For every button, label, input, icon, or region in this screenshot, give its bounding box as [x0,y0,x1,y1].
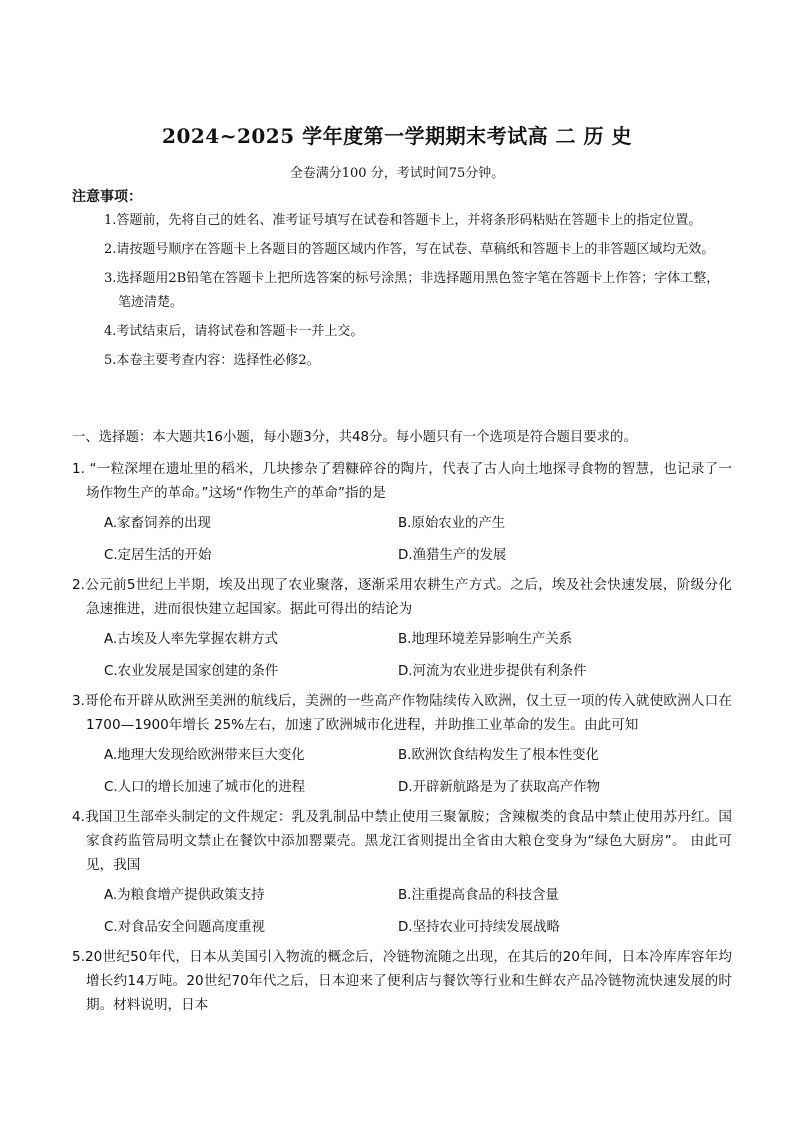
option-grid [72,629,732,683]
option-b: B.注重提高食品的科技含量 [398,888,559,903]
option-b: B.欧洲饮食结构发生了根本性变化 [398,748,599,763]
section-heading: 一、选择题：本大题共16小题，每小题3分，共48分。每小题只有一个选项是符合题目要求的。 [72,430,637,445]
question-2 [72,573,732,683]
question-stem: 5.20世纪50年代，日本从美国引入物流的概念后，冷链物流随之出现，在其后的20年间，日本冷库库容年均增长约14万吨。20世纪70年代之后，日本迎来了便利店与餐饮等行业和生鲜农产品冷链物流快速发展的时期。材料说明，日本 [72,949,732,1013]
option-d: D.坚持农业可持续发展战略 [398,920,560,935]
question-stem: 3.哥伦布开辟从欧洲至美洲的航线后，美洲的一些高产作物陆续传入欧洲，仅土豆一项的传入就使欧洲人口在1700—1900年增长 25%左右，加速了欧洲城市化进程，并助推工业革命的发生。由此可知 [72,693,732,733]
exam-title: 2024~2025 学年度第一学期期末考试高 二 历 史 [162,124,632,148]
notice-item: 4.考试结束后，请将试卷和答题卡一并上交。 [104,324,364,339]
option-c: C.对食品安全问题高度重视 [104,920,265,935]
option-grid [72,885,732,939]
option-grid [72,513,732,567]
option-a: A.为粮食增产提供政策支持 [104,888,265,903]
question-stem: 1. “一粒深埋在遗址里的稻米，几块掺杂了碧糠碎谷的陶片，代表了古人向土地探寻食物的智慧，也记录了一场作物生产的革命。”这场“作物生产的革命”指的是 [72,461,732,501]
question-1 [72,457,732,567]
option-c: C.定居生活的开始 [104,548,212,563]
exam-subtitle: 全卷满分100 分，考试时间75分钟。 [289,166,505,181]
question-list [72,457,732,1020]
option-d: D.河流为农业进步提供有利条件 [398,664,587,679]
question-stem: 2.公元前5世纪上半期，埃及出现了农业聚落，逐渐采用农耕生产方式。之后，埃及社会快速发展，阶级分化急速推进，进而很快建立起国家。据此可得出的结论为 [72,577,732,617]
option-a: A.地理大发现给欧洲带来巨大变化 [104,748,305,763]
notice-list [104,209,726,378]
option-b: B.原始农业的产生 [398,516,506,531]
option-d: D.开辟新航路是为了获取高产作物 [398,780,601,795]
question-4 [72,805,732,939]
option-c: C.人口的增长加速了城市化的进程 [104,780,306,795]
notice-item: 3.选择题用2B铅笔在答题卡上把所选答案的标号涂黑；非选择题用黑色签字笔在答题卡上作答；字体工整，笔迹清楚。 [104,271,720,310]
notice-item: 2.请按题号顺序在答题卡上各题目的答题区域内作答，写在试卷、草稿纸和答题卡上的非答题区域均无效。 [104,242,715,257]
option-b: B.地理环境差异影响生产关系 [398,632,573,647]
option-a: A.古埃及人率先掌握农耕方式 [104,632,278,647]
question-3 [72,689,732,799]
notice-item: 1.答题前，先将自己的姓名、准考证号填写在试卷和答题卡上，并将条形码粘贴在答题卡上的指定位置。 [104,213,702,228]
question-5 [72,945,732,1017]
option-grid [72,745,732,799]
option-a: A.家畜饲养的出现 [104,516,211,531]
option-c: C.农业发展是国家创建的条件 [104,664,279,679]
notice-heading: 注意事项： [72,189,142,205]
question-stem: 4.我国卫生部牵头制定的文件规定：乳及乳制品中禁止使用三聚氰胺；含辣椒类的食品中禁止使用苏丹红。国家食药监管局明文禁止在餐饮中添加罂粟壳。黑龙江省则提出全省由大粮仓变身为“绿色大厨房”。 由此可见，我国 [72,809,732,873]
option-d: D.渔猎生产的发展 [398,548,507,563]
notice-item: 5.本卷主要考查内容：选择性必修2。 [104,353,320,368]
